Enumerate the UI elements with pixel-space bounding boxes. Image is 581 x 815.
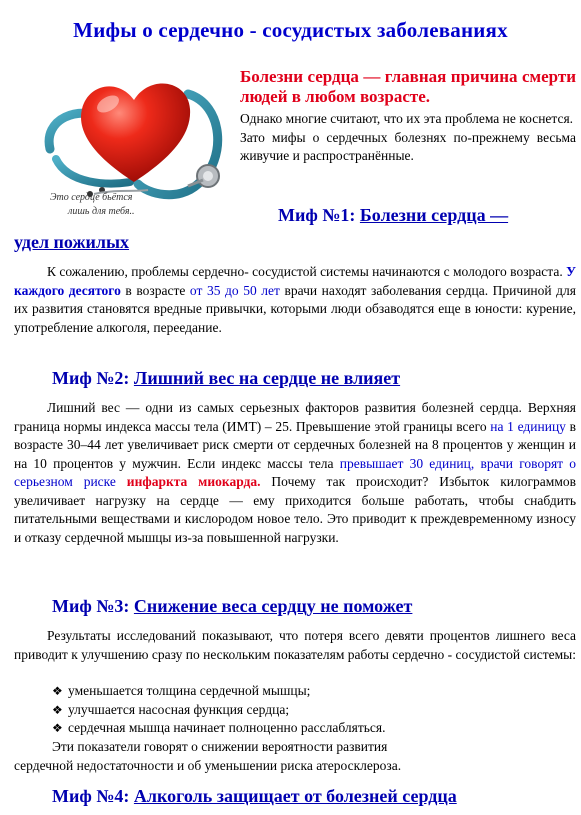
heart-illustration	[38, 64, 231, 222]
myth1-highlight-age: от 35 до 50 лет	[189, 282, 280, 298]
myth2-space	[116, 474, 127, 489]
myth2-text-g: Почему так происходит? Избыток килограммов увеличивает нагрузку на сердце — ему приходится больше работать, чтобы снабдить питательными веществами и кислородом новое тело. Это приводит к преждевременному износу и отказу сердечной мышцы из-за повышенной нагрузки.	[14, 474, 577, 545]
myth3-text: Результаты исследований показывают, что потеря всего девяти процентов лишнего веса приводит к улучшению сразу по нескольким показателям работы сердечно - сосудистой системы:	[14, 628, 576, 662]
myth3-title: Снижение веса сердцу не поможет	[133, 596, 413, 616]
myth4-prefix: Миф №4:	[52, 786, 134, 806]
intro-text	[240, 110, 576, 166]
bullet-text: сердечная мышца начинает полноценно расслабляться.	[68, 720, 386, 735]
myth2-text-a: Лишний вес — одни из самых серьезных факторов развития болезней сердца. Верхняя граница нормы индекса массы тела (ИМТ) – 25. Превышение этой границы всего	[14, 400, 576, 434]
diamond-bullet-icon: ❖	[52, 702, 63, 717]
myth3-heading	[52, 596, 412, 617]
myth1-text-c: в возрасте	[120, 282, 190, 298]
myth3-conclusion-line1: Эти показатели говорят о снижении вероятности развития	[52, 739, 388, 754]
myth1-title-part2: удел пожилых	[14, 232, 130, 252]
intro-headline: Болезни сердца — главная причина смерти людей в любом возрасте.	[240, 67, 576, 106]
myth2-prefix: Миф №2:	[52, 368, 134, 388]
list-item	[52, 701, 385, 720]
image-caption-line1: Это сердце бьётся	[50, 192, 133, 203]
myth2-heading	[52, 368, 400, 389]
myth1-text-a: К сожалению, проблемы сердечно- сосудистой системы начинаются с молодого возраста.	[47, 264, 567, 279]
myth4-title: Алкоголь защищает от болезней сердца	[133, 786, 457, 806]
myth1-paragraph	[14, 263, 576, 337]
myth1-heading-cont	[14, 232, 129, 253]
intro-line1: Однако многие считают, что их эта проблема не коснется.	[240, 111, 574, 126]
myth2-highlight-one-unit: на 1 единицу	[490, 418, 566, 434]
bullet-text: уменьшается толщина сердечной мышцы;	[68, 683, 311, 698]
list-item	[52, 719, 385, 738]
page-title: Мифы о сердечно - сосудистых заболеваниях	[73, 18, 508, 42]
diamond-bullet-icon: ❖	[52, 684, 63, 698]
myth3-conclusion-line2: сердечной недостаточности и об уменьшении риска атеросклероза.	[14, 757, 402, 773]
diamond-bullet-icon: ❖	[52, 721, 63, 735]
myth4-heading	[52, 786, 457, 807]
myth1-heading	[278, 205, 508, 226]
myth1-prefix: Миф №1:	[278, 205, 360, 225]
myth2-text-c: в возрасте 30–44 лет увеличивает риск смерти от сердечных болезней на 8 процентов у женщин и на 10 процентов у мужчин. Если индекс массы тела	[14, 418, 576, 471]
myth3-bullet-list	[52, 682, 385, 738]
myth1-highlight-every-tenth: У каждого десятого	[14, 264, 576, 298]
myth3-prefix: Миф №3:	[52, 596, 134, 616]
myth1-title-part1: Болезни сердца —	[359, 205, 509, 225]
myth3-conclusion	[14, 738, 576, 775]
image-caption-line2: лишь для тебя..	[68, 206, 135, 217]
myth2-title: Лишний вес на сердце не влияет	[133, 368, 401, 388]
bullet-text: улучшается насосная функция сердца;	[68, 701, 290, 717]
intro-line2: Зато мифы о сердечных болезнях по-прежнему весьма живучие и распространённые.	[240, 129, 576, 163]
myth1-text-e: врачи находят заболевания сердца. Причиной для их развития становятся вредные привычки, которыми люди обзаводятся еще в юности: курение, употребление алкоголя, переедание.	[14, 282, 576, 335]
myth2-highlight-infarction: инфаркта миокарда.	[126, 474, 261, 489]
heart-stethoscope-image	[38, 64, 231, 222]
myth3-paragraph	[14, 627, 576, 664]
list-item	[52, 682, 385, 701]
myth2-paragraph	[14, 399, 576, 547]
myth2-highlight-exceeds-30: превышает 30 единиц, врачи говорят о серьезном риске	[14, 455, 576, 489]
